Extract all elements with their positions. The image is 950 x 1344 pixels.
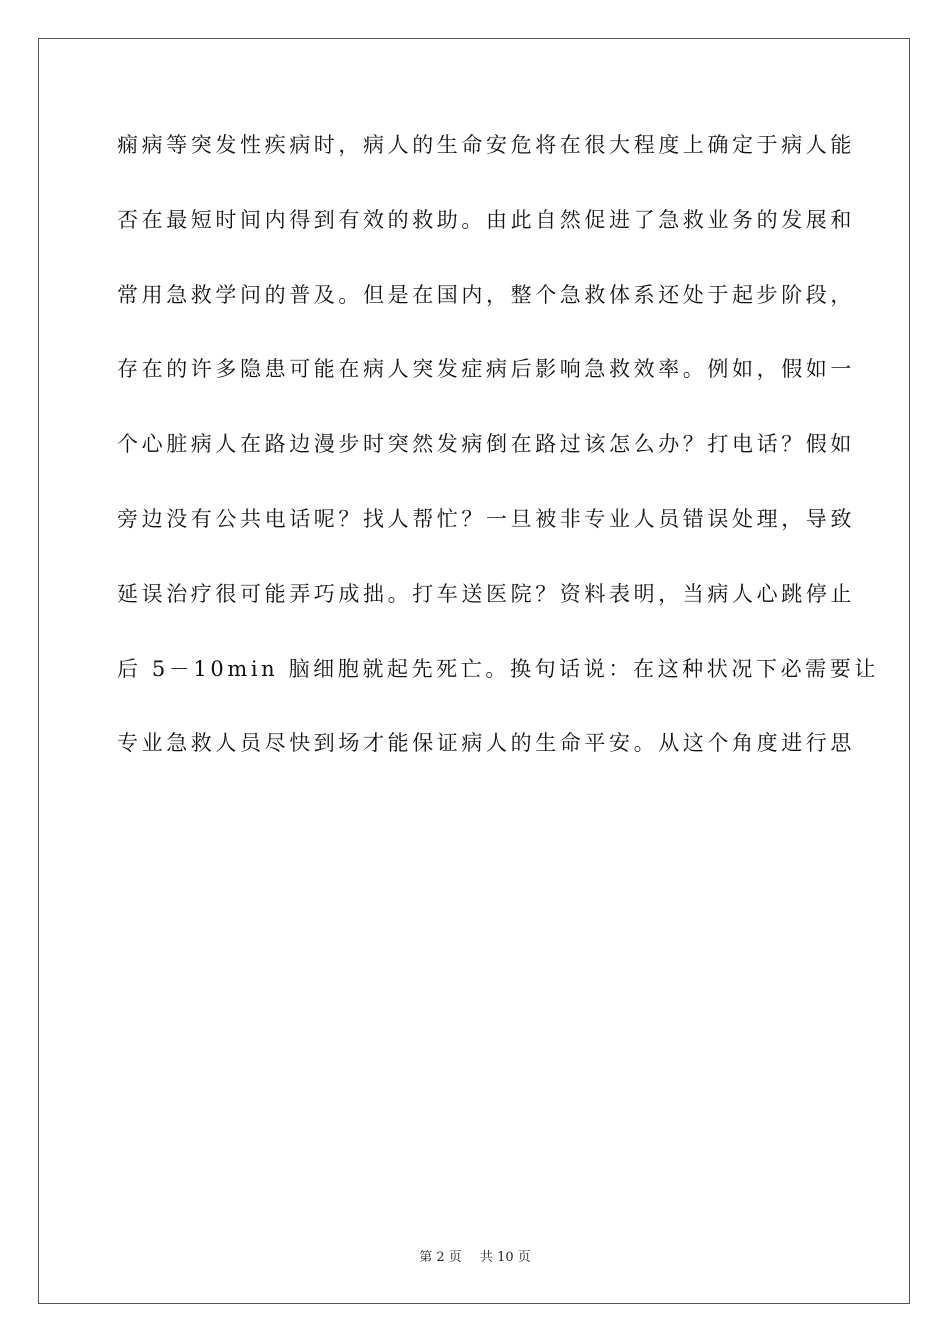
text-line: 旁边没有公共电话呢？找人帮忙？一旦被非专业人员错误处理，导致 (117, 506, 855, 531)
text-line: 延误治疗很可能弄巧成拙。打车送医院？资料表明，当病人心跳停止 (117, 581, 855, 606)
body-text (117, 125, 879, 798)
page-number: 第 2 页 (419, 1250, 462, 1265)
text-line: 个心脏病人在路边漫步时突然发病倒在路过该怎么办？打电话？假如 (117, 432, 855, 457)
text-line: 后 5－10min 脑细胞就起先死亡。换句话说：在这种状况下必需要让 (117, 656, 879, 681)
text-line: 常用急救学问的普及。但是在国内，整个急救体系还处于起步阶段， (117, 282, 855, 307)
text-line: 专业急救人员尽快到场才能保证病人的生命平安。从这个角度进行思 (117, 731, 855, 756)
text-line: 痫病等突发性疾病时，病人的生命安危将在很大程度上确定于病人能 (117, 133, 855, 157)
text-line: 否在最短时间内得到有效的救助。由此自然促进了急救业务的发展和 (117, 207, 855, 232)
text-line: 存在的许多隐患可能在病人突发症病后影响急救效率。例如，假如一 (117, 357, 855, 382)
page-total: 共 10 页 (479, 1250, 531, 1265)
page-footer (0, 1246, 950, 1265)
